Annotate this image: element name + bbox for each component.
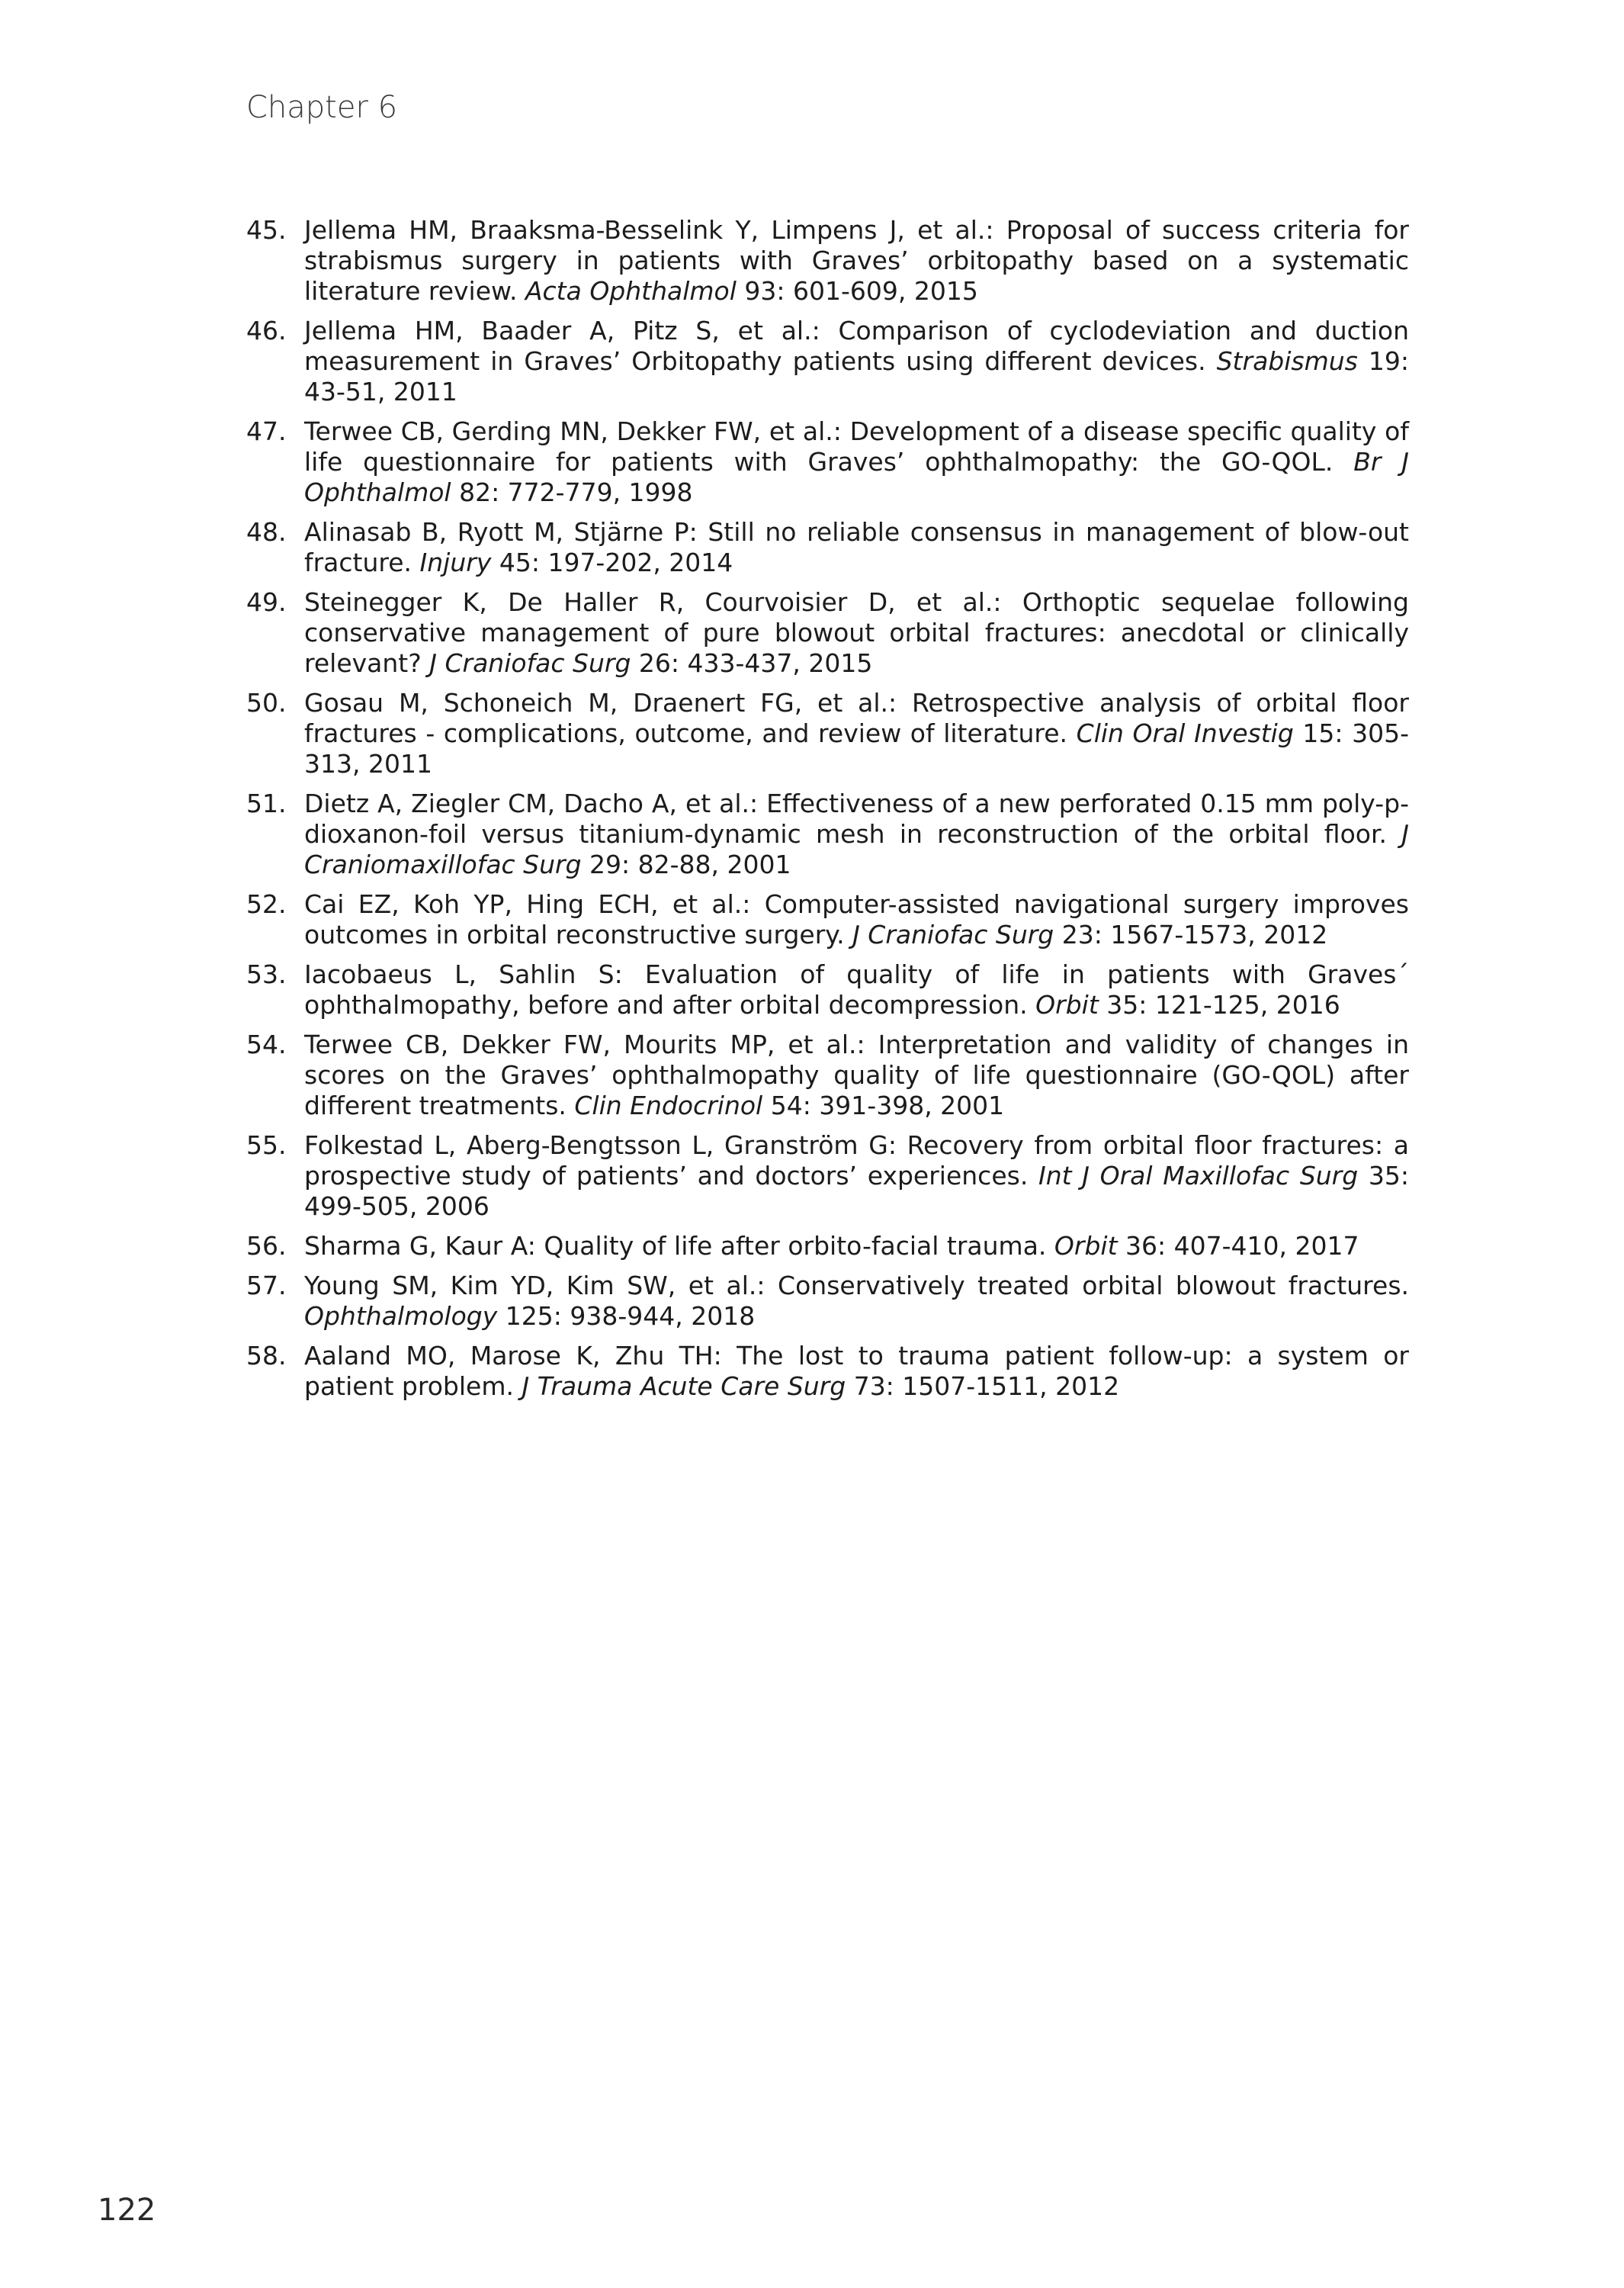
reference-text bbox=[304, 215, 1409, 307]
reference-journal: Orbit bbox=[1054, 1231, 1118, 1261]
reference-citation: Jellema HM, Braaksma-Besselink Y, Limpens J, et al.: Proposal of success criteria for strabismus surgery in patients with Graves’ orbitopathy based on a systematic literature review. bbox=[304, 215, 1409, 306]
reference-text bbox=[304, 889, 1409, 950]
reference-volume-pages: 125: 938-944, 2018 bbox=[497, 1301, 756, 1331]
reference-journal: J Craniomaxillofac Surg bbox=[304, 819, 1409, 879]
reference-number: 50. bbox=[246, 688, 287, 718]
reference-volume-pages: 93: 601-609, 2015 bbox=[736, 276, 978, 306]
reference-citation: Iacobaeus L, Sahlin S: Evaluation of quality of life in patients with Graves´ ophthalmopathy, before and after orbital decompression. bbox=[304, 959, 1409, 1020]
reference-volume-pages: 54: 391-398, 2001 bbox=[762, 1091, 1005, 1120]
reference-citation: Sharma G, Kaur A: Quality of life after orbito-facial trauma. bbox=[304, 1231, 1054, 1261]
reference-number: 46. bbox=[246, 316, 287, 345]
reference-journal: Ophthalmology bbox=[304, 1301, 498, 1331]
reference-number: 53. bbox=[246, 959, 287, 989]
reference-citation: Aaland MO, Marose K, Zhu TH: The lost to trauma patient follow-up: a system or patient problem. bbox=[304, 1341, 1409, 1401]
reference-citation: Dietz A, Ziegler CM, Dacho A, et al.: Effectiveness of a new perforated 0.15 mm poly-p-dioxanon-foil versus titanium-dynamic mesh in reconstruction of the orbital floor. bbox=[304, 789, 1409, 849]
reference-citation: Young SM, Kim YD, Kim SW, et al.: Conservatively treated orbital blowout fractures. bbox=[304, 1271, 1409, 1300]
reference-citation: Alinasab B, Ryott M, Stjärne P: Still no reliable consensus in management of blow-out fracture. bbox=[304, 517, 1409, 577]
reference-volume-pages: 82: 772-779, 1998 bbox=[451, 477, 693, 507]
reference-text bbox=[304, 416, 1409, 508]
reference-journal: J Trauma Acute Care Surg bbox=[522, 1371, 846, 1401]
reference-text bbox=[304, 1030, 1409, 1121]
reference-text bbox=[304, 959, 1409, 1020]
reference-text bbox=[304, 688, 1409, 779]
page-number: 122 bbox=[98, 2193, 156, 2228]
reference-citation: Terwee CB, Gerding MN, Dekker FW, et al.: Development of a disease specific quality of life questionnaire for patients with Graves’ ophthalmopathy: the GO-QOL. bbox=[304, 416, 1409, 477]
reference-citation: Terwee CB, Dekker FW, Mourits MP, et al.: Interpretation and validity of changes in scores on the Graves’ ophthalmopathy quality of life questionnaire (GO-QOL) after different treatments. bbox=[304, 1030, 1409, 1120]
reference-text bbox=[304, 789, 1409, 880]
reference-item bbox=[246, 1271, 1409, 1332]
reference-item bbox=[246, 789, 1409, 880]
reference-volume-pages: 73: 1507-1511, 2012 bbox=[846, 1371, 1120, 1401]
reference-volume-pages: 26: 433-437, 2015 bbox=[631, 648, 873, 678]
reference-volume-pages: 35: 499-505, 2006 bbox=[304, 1161, 1409, 1221]
reference-number: 56. bbox=[246, 1231, 287, 1261]
reference-journal: J Craniofac Surg bbox=[429, 648, 631, 678]
reference-text bbox=[304, 1341, 1409, 1402]
reference-number: 55. bbox=[246, 1130, 287, 1160]
reference-text bbox=[304, 1231, 1409, 1261]
reference-item bbox=[246, 1030, 1409, 1121]
reference-item bbox=[246, 688, 1409, 779]
reference-text bbox=[304, 316, 1409, 407]
reference-volume-pages: 35: 121-125, 2016 bbox=[1098, 990, 1340, 1020]
reference-journal: J Craniofac Surg bbox=[852, 920, 1054, 950]
reference-volume-pages: 19: 43-51, 2011 bbox=[304, 346, 1409, 407]
reference-item bbox=[246, 1231, 1409, 1261]
reference-journal: Clin Endocrinol bbox=[574, 1091, 763, 1120]
reference-item bbox=[246, 959, 1409, 1020]
reference-volume-pages: 45: 197-202, 2014 bbox=[491, 548, 733, 577]
running-head: Chapter 6 bbox=[246, 90, 398, 125]
reference-journal: Orbit bbox=[1035, 990, 1099, 1020]
reference-number: 49. bbox=[246, 587, 287, 617]
reference-item bbox=[246, 889, 1409, 950]
reference-number: 48. bbox=[246, 517, 287, 547]
reference-journal: Br J Ophthalmol bbox=[304, 447, 1409, 507]
reference-citation: Cai EZ, Koh YP, Hing ECH, et al.: Computer-assisted navigational surgery improves outcomes in orbital reconstructive surgery. bbox=[304, 889, 1409, 950]
reference-number: 47. bbox=[246, 416, 287, 446]
reference-journal: Strabismus bbox=[1216, 346, 1358, 376]
reference-citation: Jellema HM, Baader A, Pitz S, et al.: Comparison of cyclodeviation and duction measurement in Graves’ Orbitopathy patients using different devices. bbox=[304, 316, 1409, 376]
reference-journal: Injury bbox=[419, 548, 492, 577]
reference-number: 57. bbox=[246, 1271, 287, 1300]
reference-volume-pages: 36: 407-410, 2017 bbox=[1117, 1231, 1359, 1261]
reference-text bbox=[304, 587, 1409, 679]
reference-item bbox=[246, 1130, 1409, 1222]
reference-item bbox=[246, 215, 1409, 307]
reference-number: 58. bbox=[246, 1341, 287, 1371]
reference-number: 51. bbox=[246, 789, 287, 818]
reference-number: 54. bbox=[246, 1030, 287, 1059]
reference-item bbox=[246, 416, 1409, 508]
reference-journal: Acta Ophthalmol bbox=[525, 276, 737, 306]
reference-number: 52. bbox=[246, 889, 287, 919]
reference-text bbox=[304, 517, 1409, 578]
reference-item bbox=[246, 316, 1409, 407]
reference-journal: Int J Oral Maxillofac Surg bbox=[1038, 1161, 1359, 1191]
reference-journal: Clin Oral Investig bbox=[1076, 718, 1294, 748]
reference-citation: Steinegger K, De Haller R, Courvoisier D, et al.: Orthoptic sequelae following conservative management of pure blowout orbital fractures: anecdotal or clinically relevant? bbox=[304, 587, 1409, 678]
reference-volume-pages: 29: 82-88, 2001 bbox=[581, 850, 791, 879]
reference-volume-pages: 15: 305-313, 2011 bbox=[304, 718, 1410, 779]
reference-item bbox=[246, 517, 1409, 578]
reference-text bbox=[304, 1130, 1409, 1222]
reference-item bbox=[246, 587, 1409, 679]
reference-volume-pages: 23: 1567-1573, 2012 bbox=[1054, 920, 1328, 950]
reference-list bbox=[246, 215, 1409, 1411]
reference-citation: Folkestad L, Aberg-Bengtsson L, Granström G: Recovery from orbital floor fractures: a prospective study of patients’ and doctors’ experiences. bbox=[304, 1130, 1409, 1191]
reference-item bbox=[246, 1341, 1409, 1402]
reference-text bbox=[304, 1271, 1409, 1332]
reference-number: 45. bbox=[246, 215, 287, 245]
reference-citation: Gosau M, Schoneich M, Draenert FG, et al.: Retrospective analysis of orbital floor fractures - complications, outcome, and review of literature. bbox=[304, 688, 1409, 748]
